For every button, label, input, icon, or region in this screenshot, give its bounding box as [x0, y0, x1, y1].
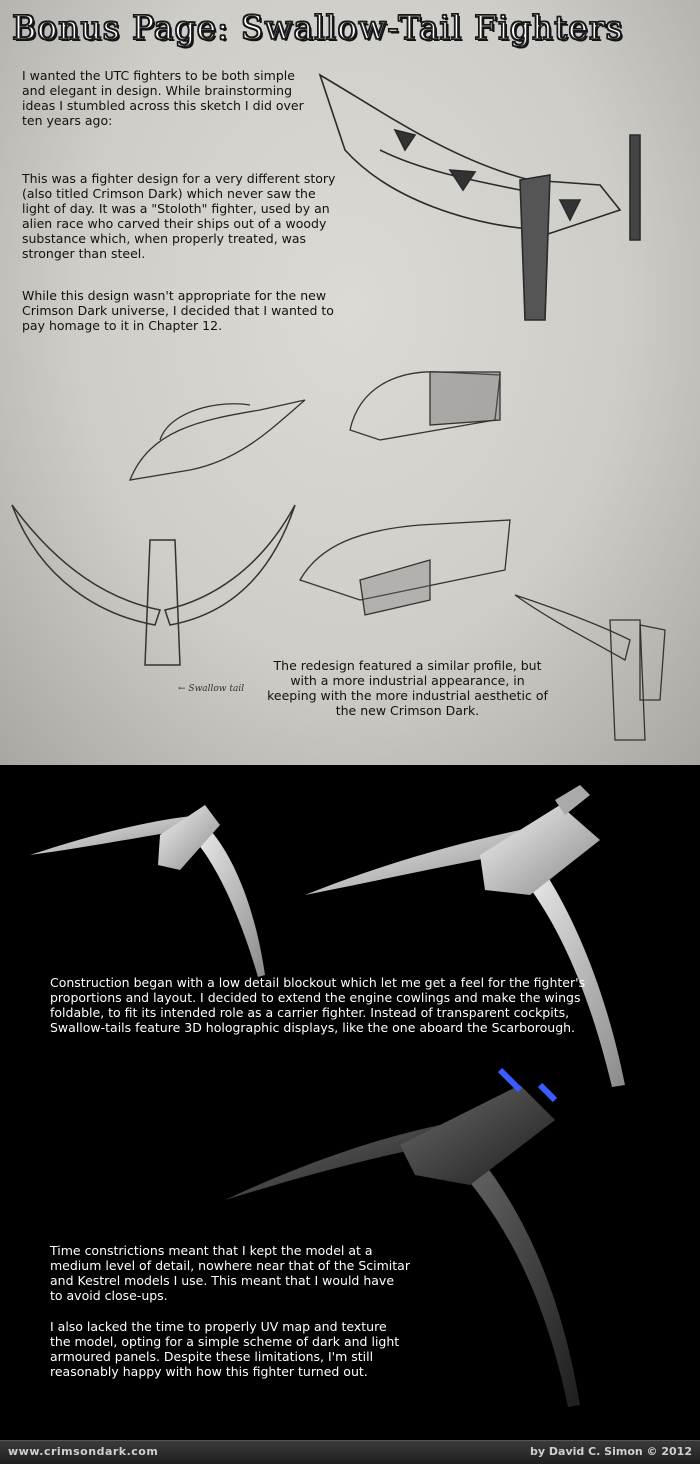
- copyright-credit: by David C. Simon © 2012: [530, 1445, 692, 1458]
- texture-paragraph: I also lacked the time to properly UV map and texture the model, opting for a simple scheme of dark and light armoured panels. Despite these limitations, I'm still reasonably happy with how this fighter turned out.: [50, 1319, 400, 1379]
- intro-paragraph: I wanted the UTC fighters to be both simple and elegant in design. While brainstorming ideas I stumbled across this sketch I did over ten years ago:: [22, 68, 304, 128]
- render-blockout-small: [30, 805, 265, 977]
- sketch-redesign-side: [300, 520, 510, 615]
- sketch-stoloth-fighter: [320, 75, 640, 320]
- page-title: Bonus Page: Swallow-Tail Fighters: [12, 8, 624, 47]
- website-link[interactable]: www.crimsondark.com: [8, 1445, 159, 1458]
- footer-bar: [0, 1440, 700, 1464]
- redesign-paragraph: The redesign featured a similar profile, but with a more industrial appearance, in keeping with the more industrial aesthetic of the new Crimson Dark.: [267, 658, 548, 718]
- time-paragraph: Time constrictions meant that I kept the model at a medium level of detail, nowhere near that of the Scimitar and Kestrel models I use. This meant that I would have to avoid close-ups.: [50, 1243, 410, 1303]
- sketch-redesign-top: [12, 505, 295, 665]
- sketch-note: ← Swallow tail: [178, 684, 245, 694]
- construction-paragraph: Construction began with a low detail blockout which let me get a feel for the fighter's proportions and layout. I decided to extend the engine cowlings and make the wings foldable, to fit its intended role as a carrier fighter. Instead of transparent cockpits, Swallow-tails feature 3D holographic displays, like the one aboard the Scarborough.: [50, 975, 586, 1035]
- render-panel: [0, 765, 700, 1440]
- homage-paragraph: While this design wasn't appropriate for the new Crimson Dark universe, I decided that I wanted to pay homage to it in Chapter 12.: [22, 288, 334, 333]
- stoloth-paragraph: This was a fighter design for a very different story (also titled Crimson Dark) which never saw the light of day. It was a "Stoloth" fighter, used by an alien race who carved their ships out of a woody substance which, when properly treated, was stronger than steel.: [22, 171, 336, 261]
- sketch-side-views: [130, 372, 500, 480]
- render-blockout-large: [305, 785, 625, 1087]
